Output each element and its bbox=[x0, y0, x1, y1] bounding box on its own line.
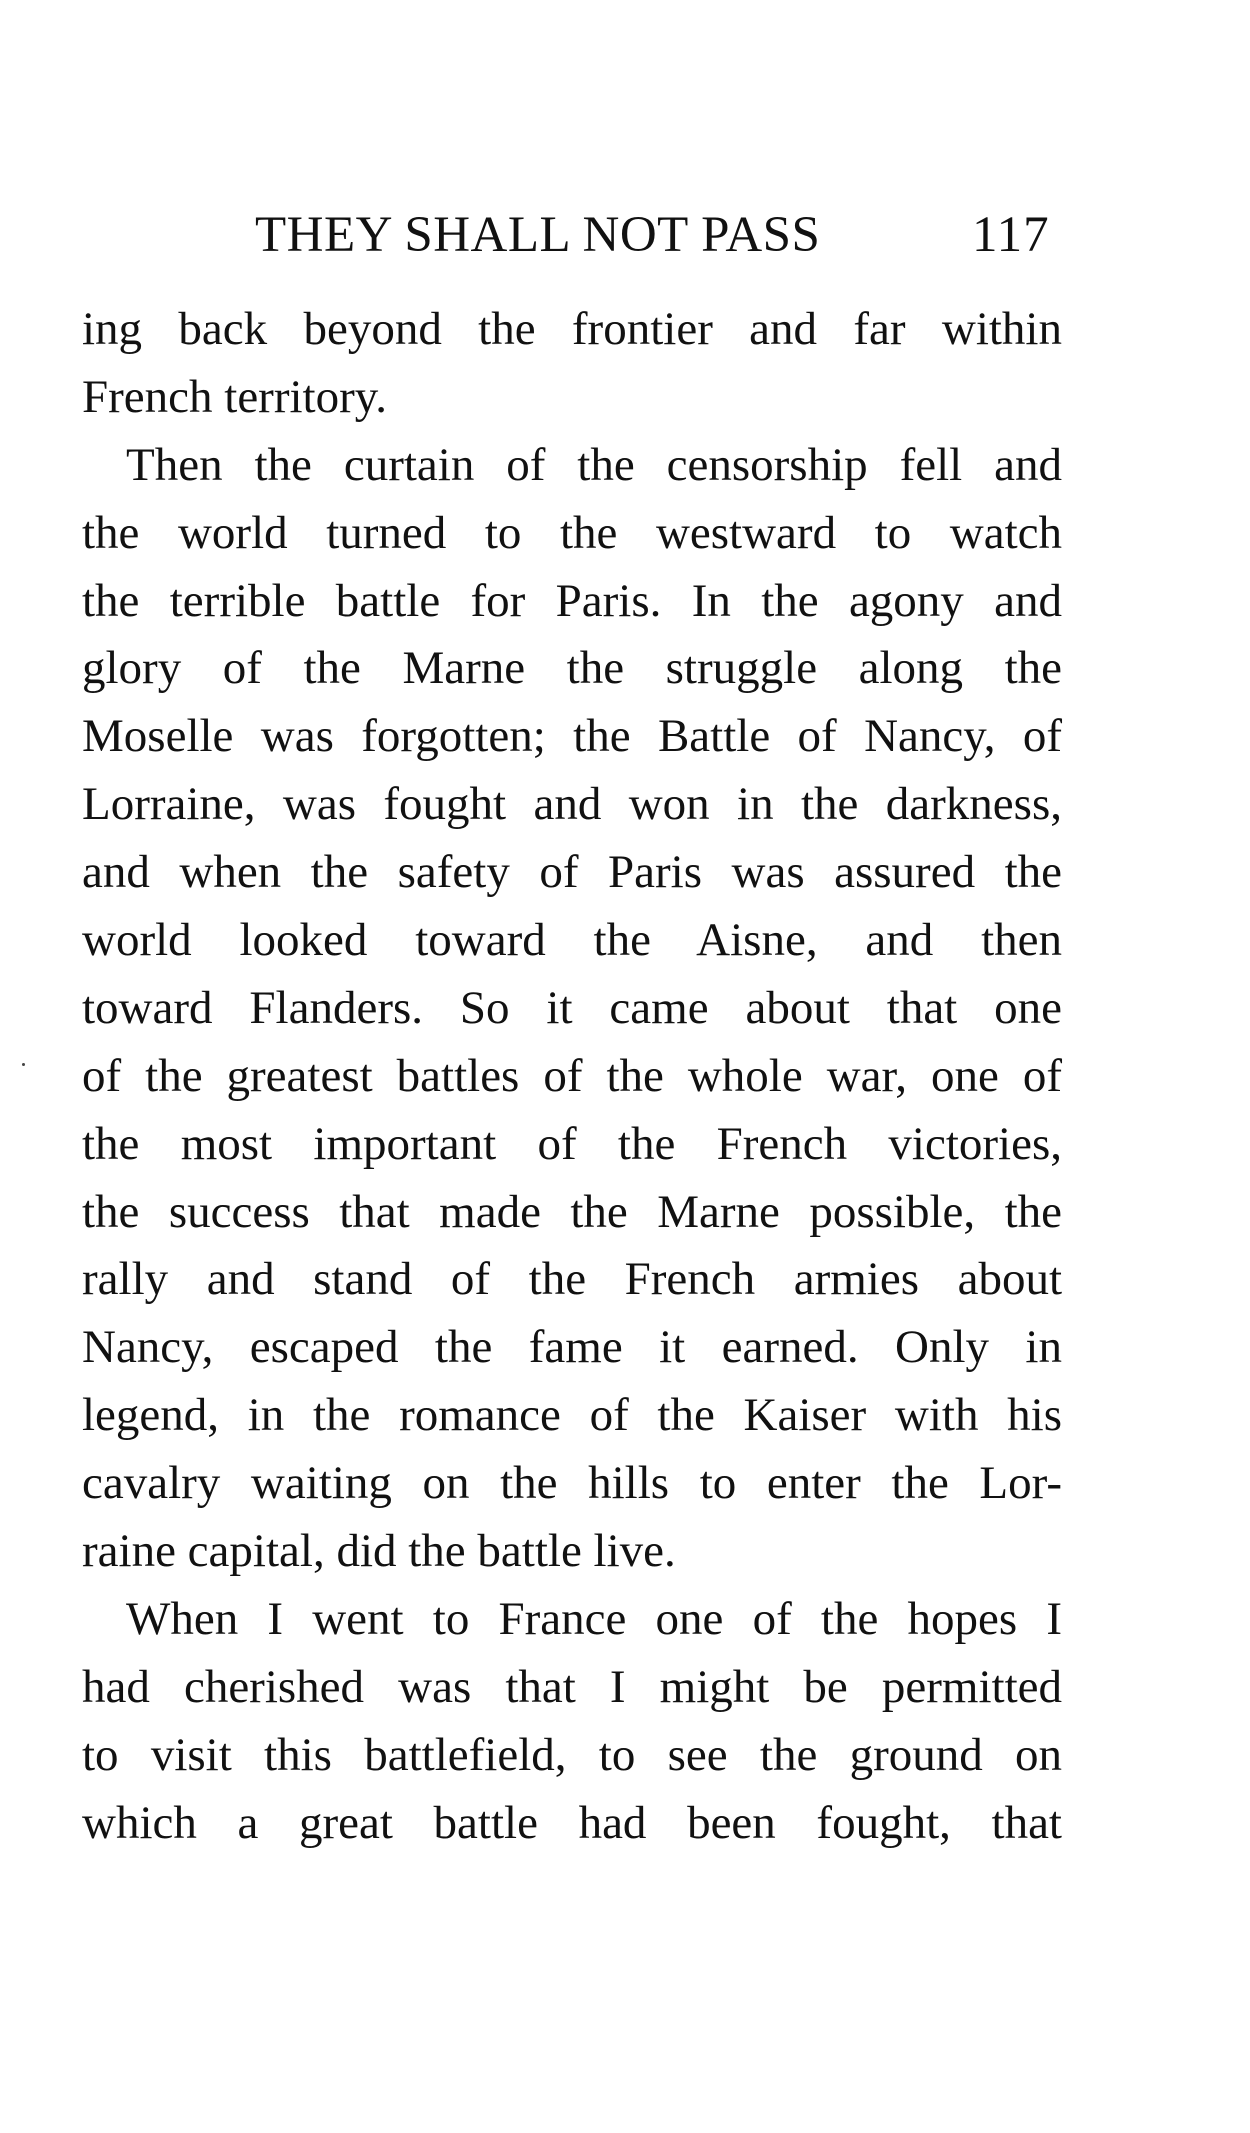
text-line: ing back beyond the frontier and far within bbox=[82, 303, 1062, 355]
body-text bbox=[82, 296, 1062, 1857]
text-line: cavalry waiting on the hills to enter the Lor- bbox=[82, 1457, 1062, 1510]
text-line: glory of the Marne the struggle along the bbox=[82, 642, 1062, 695]
page-number: 117 bbox=[972, 207, 1050, 263]
text-line: Then the curtain of the censorship fell and bbox=[126, 438, 1062, 491]
text-line: of the greatest battles of the whole war, one of bbox=[82, 1049, 1062, 1102]
text-line: the success that made the Marne possible, the bbox=[82, 1185, 1062, 1238]
margin-mark bbox=[22, 1063, 25, 1066]
running-title: THEY SHALL NOT PASS bbox=[255, 207, 821, 263]
text-line: Nancy, escaped the fame it earned. Only in bbox=[82, 1321, 1062, 1374]
text-line: raine capital, did the battle live. bbox=[82, 1525, 676, 1578]
text-line: French territory. bbox=[82, 370, 387, 423]
text-line: and when the safety of Paris was assured the bbox=[82, 846, 1062, 899]
text-line: Lorraine, was fought and won in the darkness, bbox=[82, 778, 1062, 831]
text-line: had cherished was that I might be permitted bbox=[82, 1660, 1062, 1713]
text-line: Moselle was forgotten; the Battle of Nancy, of bbox=[82, 710, 1062, 763]
text-line: the terrible battle for Paris. In the agony and bbox=[82, 574, 1062, 627]
text-line: world looked toward the Aisne, and then bbox=[82, 914, 1062, 967]
text-line: which a great battle had been fought, that bbox=[82, 1796, 1062, 1849]
text-line: When I went to France one of the hopes I bbox=[126, 1592, 1062, 1645]
text-line: toward Flanders. So it came about that one bbox=[82, 981, 1062, 1034]
text-line: the world turned to the westward to watch bbox=[82, 506, 1062, 559]
text-line: legend, in the romance of the Kaiser with his bbox=[82, 1389, 1062, 1442]
text-line: rally and stand of the French armies about bbox=[82, 1253, 1062, 1306]
text-line: the most important of the French victories, bbox=[82, 1117, 1062, 1170]
text-line: to visit this battlefield, to see the ground on bbox=[82, 1728, 1062, 1781]
